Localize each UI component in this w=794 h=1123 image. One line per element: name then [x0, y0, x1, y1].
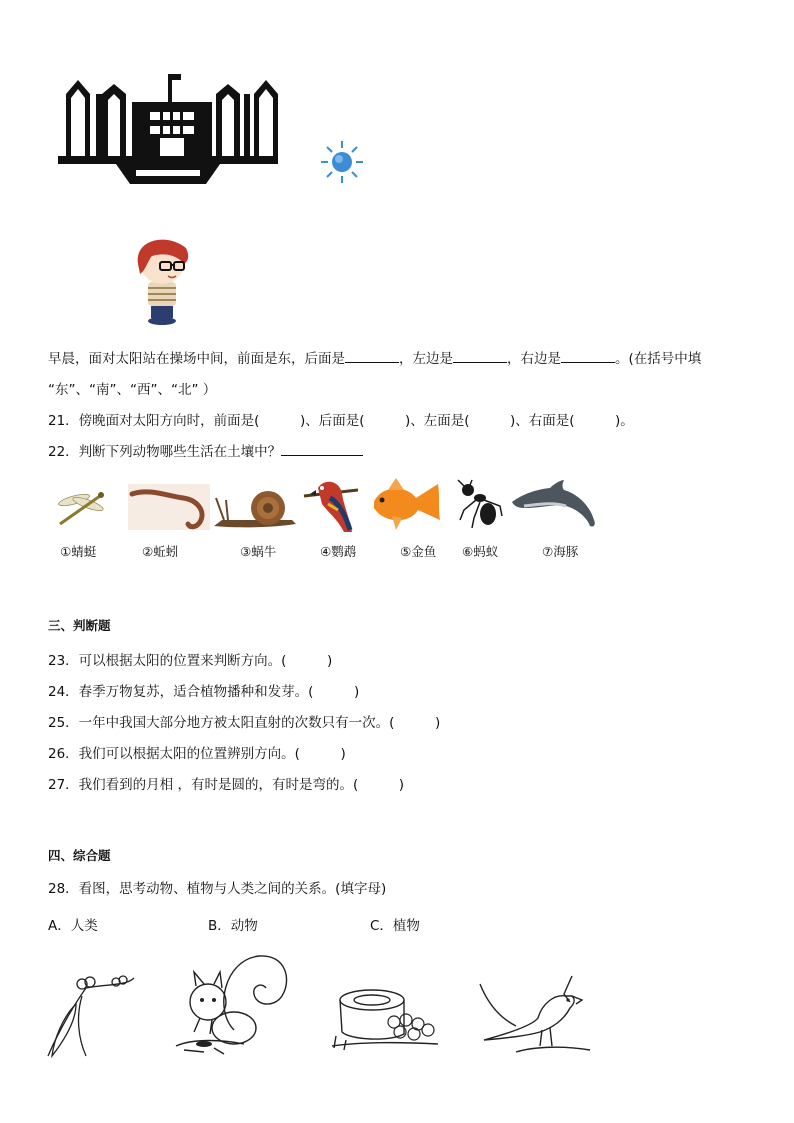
goldfish-icon — [366, 478, 446, 532]
intro-text-line2: “东”、“南”、“西”、“北” ） — [48, 382, 217, 398]
boy-character-icon — [126, 234, 196, 326]
animal-label-5: ⑤金鱼 — [400, 544, 437, 559]
tree-stump-icon — [330, 986, 440, 1056]
answer-blank-q22[interactable] — [281, 443, 363, 456]
squirrel-icon — [164, 950, 294, 1060]
school-building-icon — [56, 72, 280, 184]
animal-label-6: ⑥蚂蚁 — [462, 544, 499, 559]
question-26: 26．我们可以根据太阳的位置辨别方向。( ) — [48, 746, 346, 762]
earthworm-icon — [128, 484, 210, 530]
option-a: A．人类 — [48, 918, 98, 934]
question-21: 21．傍晚面对太阳方向时，前面是( )、后面是( )、左面是( )、右面是( )。 — [48, 413, 634, 429]
answer-blank-right[interactable] — [561, 350, 615, 363]
question-23: 23．可以根据太阳的位置来判断方向。( ) — [48, 653, 333, 669]
snail-icon — [212, 486, 298, 530]
question-22: 22．判断下列动物哪些生活在土壤中？ — [48, 444, 282, 460]
question-27: 27．我们看到的月相 ，有时是圆的，有时是弯的。( ) — [48, 777, 405, 793]
animal-label-2: ②蚯蚓 — [142, 544, 179, 559]
animal-label-4: ④鹦鹉 — [320, 544, 357, 559]
answer-blank-left[interactable] — [453, 350, 507, 363]
question-28: 28．看图，思考动物、植物与人类之间的关系。(填字母) — [48, 881, 387, 897]
ant-icon — [456, 480, 504, 530]
intro-text-4: 。(在括号中填 — [615, 351, 702, 367]
animal-label-3: ③蜗牛 — [240, 544, 277, 559]
plant-branch-icon — [46, 968, 138, 1060]
intro-text-3: ，右边是 — [507, 351, 561, 367]
dolphin-icon — [510, 476, 598, 530]
option-b: B．动物 — [208, 918, 258, 934]
dragonfly-icon — [54, 490, 110, 530]
intro-text-1: 早晨，面对太阳站在操场中间，前面是东，后面是 — [48, 351, 345, 367]
section-4-title: 四、综合题 — [48, 848, 111, 863]
animal-label-1: ①蜻蜓 — [60, 544, 97, 559]
question-24: 24．春季万物复苏，适合植物播种和发芽。( ) — [48, 684, 360, 700]
section-3-title: 三、判断题 — [48, 618, 111, 633]
bird-icon — [476, 974, 592, 1060]
answer-blank-back[interactable] — [345, 350, 399, 363]
parrot-icon — [304, 476, 358, 534]
question-25: 25．一年中我国大部分地方被太阳直射的次数只有一次。( ) — [48, 715, 441, 731]
sun-icon — [320, 140, 364, 184]
option-c: C．植物 — [370, 918, 420, 934]
intro-text-2: ，左边是 — [399, 351, 453, 367]
animal-label-7: ⑦海豚 — [542, 544, 579, 559]
